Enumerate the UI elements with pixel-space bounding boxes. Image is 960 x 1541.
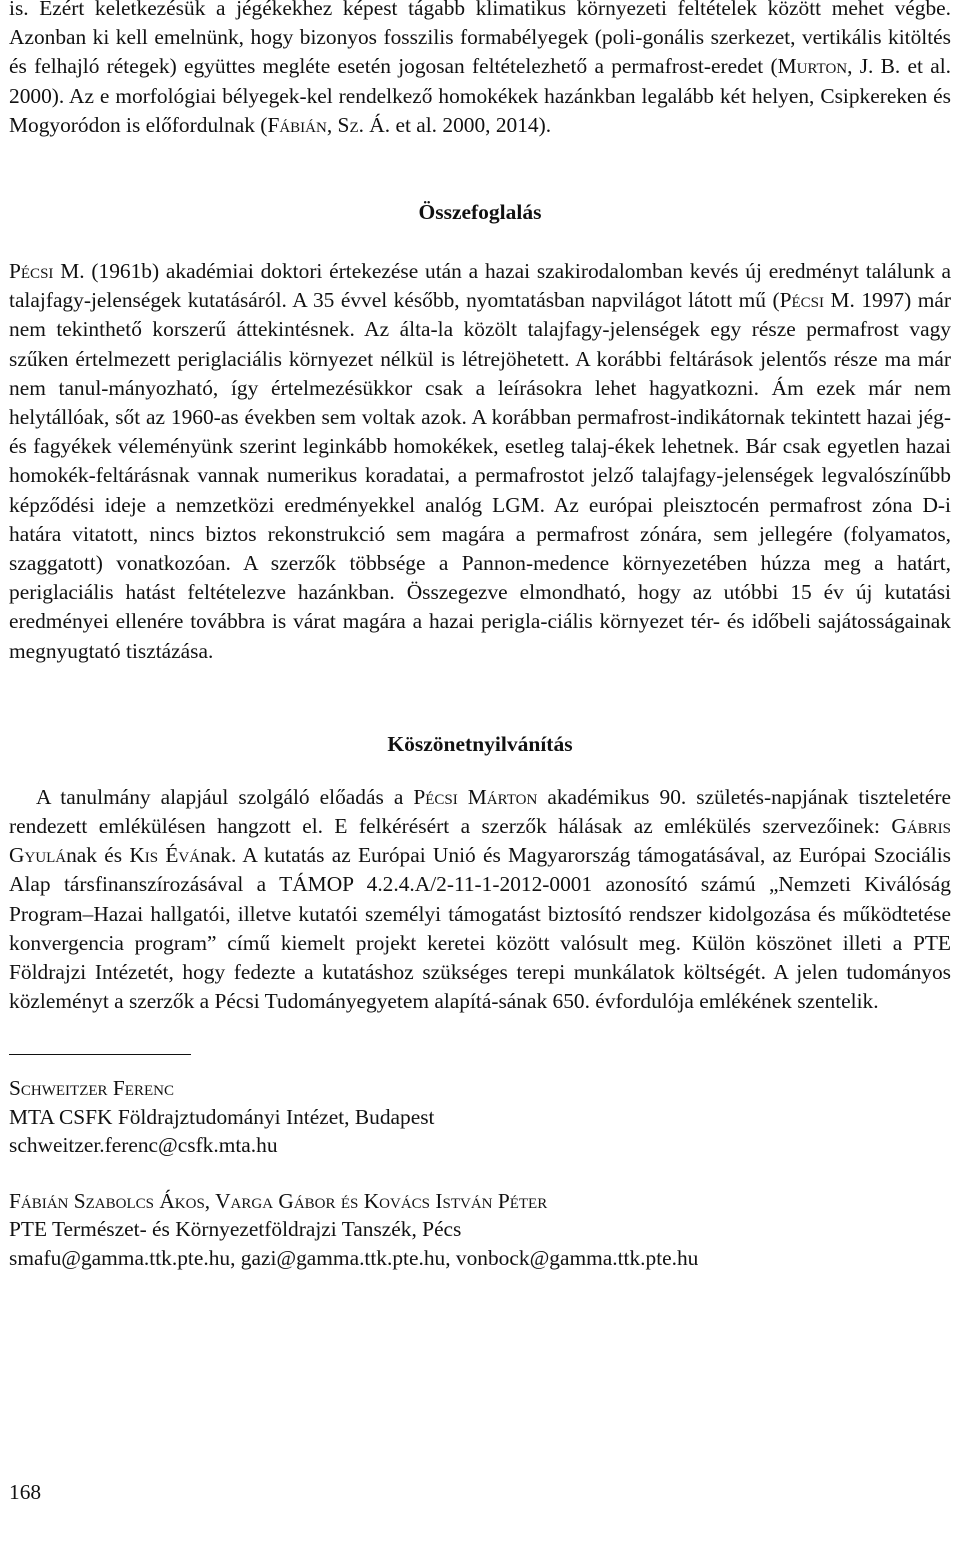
author-affiliation-block xyxy=(9,1074,951,1159)
summary-heading: Összefoglalás xyxy=(418,200,542,225)
citation-author: Sz. Á. xyxy=(337,112,391,137)
acknowledgements-text: akadémikus 90. születés-napjának tiszteletére rendezett emlékülésen hangzott el. E felkérésért a szerzők hálásak az emlékülés szervezőinek: xyxy=(9,784,951,839)
intro-text: et al. 2000, 2014). xyxy=(390,112,552,137)
acknowledgements-text: nak és xyxy=(66,843,130,868)
author-email: schweitzer.ferenc@csfk.mta.hu xyxy=(9,1133,278,1158)
person-name: Kis Évá xyxy=(129,843,201,868)
acknowledgements-heading: Köszönetnyilvánítás xyxy=(387,731,573,756)
summary-text: 1997) már nem tekinthető korszerű áttekintésnek. Az álta-la közölt talajfagy-jelenségek egy része permafrost vagy szűken értelmezett periglaciális környezet nélkül is létrejöhetett. A korábbi feltárások jelentős része ma már nem tanul-mányozható, így értelmezésükkor csak a leírásokra lehet hagyatkozni. Ám ezek már nem helytállóak, sőt az 1960-as években sem voltak azok. A korábban permafrost-indikátornak tekintett hazai jég- és fagyékek véleményünk szerint leginkább homokékek, esetleg talaj-ékek lehetnek. Bár csak egyetlen hazai homokék-feltárásnak vannak numerikus koradatai, a permafrostot jelző talajfagy-jelenségek legvalószínűbb képződési ideje a nemzetközi eredményekkel analóg LGM. Az európai pleisztocén permafrost zóna D-i határa vitatott, nincs biztos rekonstrukció sem magára a permafrost zónára, sem jellegére (folyamatos, szaggatott) vonatkozóan. A szerzők többsége a Pannon-medence környezetében húzza meg a határt, periglaciális hatást feltételezve hazánkban. Összegezve elmondható, hogy az utóbbi 15 év új kutatási eredményei ellenére továbbra is várat magára a hazai perigla-ciális környezet tér- és időbeli sajátosságainak megnyugtató tisztázása. xyxy=(9,288,951,663)
acknowledgements-text: A tanulmány alapjául szolgáló előadás a xyxy=(36,784,414,809)
author-affiliation-block xyxy=(9,1187,951,1272)
author-institution: MTA CSFK Földrajztudományi Intézet, Budapest xyxy=(9,1104,435,1129)
citation-author: Pécsi M. xyxy=(9,259,85,284)
citation-author: Murton xyxy=(777,54,848,79)
summary-text: (1961b) akadémiai doktori értekezése után a hazai szakirodalomban kevés új eredményt találunk a talajfagy-jelenségek kutatásáról. A 35 évvel később, nyomtatásban napvilágot látott mű ( xyxy=(9,259,951,313)
intro-text: , xyxy=(326,112,338,137)
intro-text: is. Ezért keletkezésük a jégékekhez képest tágabb klimatikus környezeti feltételek között mehet végbe. Azonban ki kell emelnünk, hogy bizonyos fosszilis formabélyegek (poli-gonális szerkezet, vertikális kitöltés és felhajló rétegek) együttes megléte esetén jogosan feltételezhető a permafrost-eredet ( xyxy=(9,0,951,79)
person-name: Gábris Gyulá xyxy=(9,814,951,868)
acknowledgements-text: nak. A kutatás az Európai Unió és Magyarország támogatásával, az Európai Szociális Alap társfinanszírozásával a TÁMOP 4.2.4.A/2-11-1-2012-0001 azonosító számú „Nemzeti Kiválóság Program–Hazai hallgatói, illetve kutatói személyi támogatást biztosító rendszer kidolgozása és működtetése konvergencia program” című kiemelt projekt keretei között valósult meg. Külön köszönet illeti a PTE Földrajzi Intézetét, hogy fedezte a kutatáshoz szükséges terepi munkálatok költségét. A jelen tudományos közleményt a szerzők a Pécsi Tudományegyetem alapítá-sának 650. évfordulója emlékének szentelik. xyxy=(9,843,951,1014)
citation-author: Fábián xyxy=(267,112,327,137)
acknowledgements-paragraph xyxy=(9,783,951,1017)
author-names: Schweitzer Ferenc xyxy=(9,1076,174,1101)
document-page xyxy=(9,0,951,1272)
summary-paragraph xyxy=(9,257,951,666)
citation-author: Pécsi M. xyxy=(779,288,855,313)
page-number: 168 xyxy=(9,1480,42,1504)
footnote-divider xyxy=(9,1054,191,1055)
author-institution: PTE Természet- és Környezetföldrajzi Tanszék, Pécs xyxy=(9,1217,462,1242)
intro-text: , J. B. et al. 2000). Az e morfológiai bélyegek-kel rendelkező homokékek hazánkban legalább két helyen, Csipkereken és Mogyoródon is előfordulnak ( xyxy=(9,54,951,137)
intro-paragraph xyxy=(9,0,951,140)
author-names: Fábián Szabolcs Ákos, Varga Gábor és Kovács István Péter xyxy=(9,1188,548,1213)
person-name: Pécsi Márton xyxy=(413,784,538,809)
author-email: smafu@gamma.ttk.pte.hu, gazi@gamma.ttk.pte.hu, vonbock@gamma.ttk.pte.hu xyxy=(9,1245,699,1270)
